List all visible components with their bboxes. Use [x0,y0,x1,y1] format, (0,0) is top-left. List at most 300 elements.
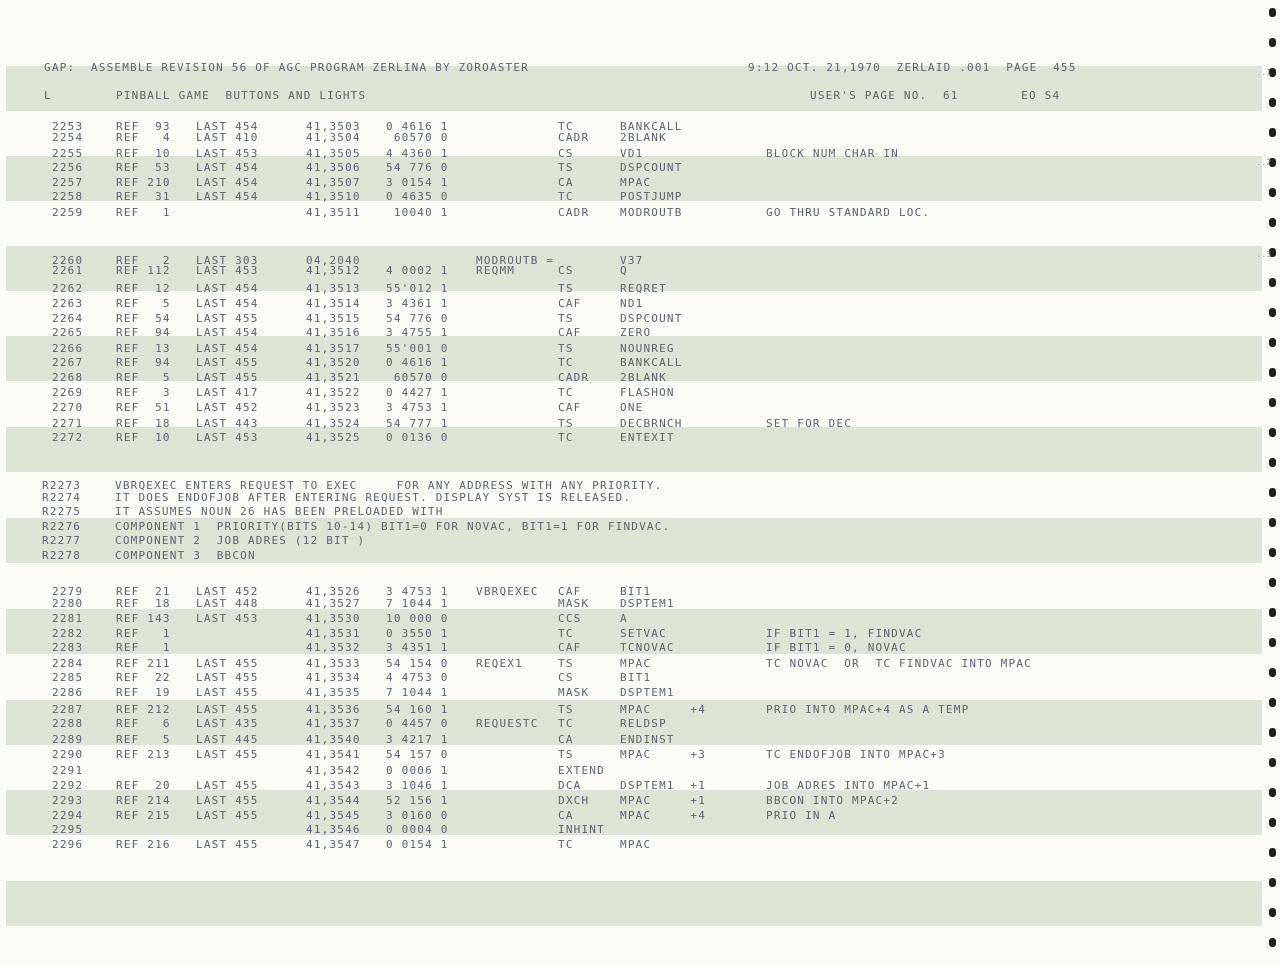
line-number: R2275 [42,505,82,518]
octal-code: 55'001 0 [386,342,449,355]
octal-code: 52 156 1 [386,794,449,807]
operand: RELDSP [620,717,667,730]
ref-count: REF 54 [116,312,171,325]
last-ref: LAST 453 [196,147,259,160]
last-ref: LAST 455 [196,657,259,670]
remark-text: IT ASSUMES NOUN 26 HAS BEEN PRELOADED WITH [115,505,444,518]
opcode: TC [558,627,574,640]
feed-hole [1269,8,1276,17]
opcode: MASK [558,597,590,610]
opcode: CS [558,264,574,277]
octal-code: 3 1046 1 [386,779,449,792]
feed-hole [1269,728,1276,737]
operand: MPAC [620,657,652,670]
last-ref: LAST 452 [196,401,259,414]
last-ref: LAST 455 [196,671,259,684]
address: 41,3503 [306,120,361,133]
line-number: R2278 [42,549,82,562]
feed-hole [1269,938,1276,947]
octal-code: 54 776 0 [386,312,449,325]
line-number: R2277 [42,534,82,547]
line-number: 2256 [52,161,84,174]
operand: V37 [620,254,644,267]
comment: PRIO IN A [766,809,837,822]
operand: BIT1 [620,671,652,684]
last-ref: LAST 443 [196,417,259,430]
octal-code: 60570 0 [386,131,449,144]
ref-count: REF 2 [116,254,171,267]
address: 41,3534 [306,671,361,684]
line-number: 2285 [52,671,84,684]
feed-hole [1269,668,1276,677]
operand: FLASHON [620,386,675,399]
address: 41,3523 [306,401,361,414]
opcode: TS [558,657,574,670]
ref-count: REF 22 [116,671,171,684]
octal-code: 10040 1 [386,206,449,219]
line-number: 2265 [52,326,84,339]
address: 41,3522 [306,386,361,399]
feed-hole [1269,818,1276,827]
octal-code: 0 0004 0 [386,823,449,836]
operand: BIT1 [620,585,652,598]
ref-count: REF 5 [116,371,171,384]
comment: TC NOVAC OR TC FINDVAC INTO MPAC [766,657,1032,670]
octal-code: 7 1044 1 [386,597,449,610]
last-ref: LAST 454 [196,120,259,133]
opcode: TS [558,161,574,174]
operand: DSPTEM1 +1 [620,779,707,792]
line-number: 2295 [52,823,84,836]
octal-code: 3 0160 0 [386,809,449,822]
last-ref: LAST 454 [196,176,259,189]
comment: SET FOR DEC [766,417,853,430]
feed-hole [1269,398,1276,407]
opcode: CADR [558,206,590,219]
opcode: MASK [558,686,590,699]
opcode: CA [558,809,574,822]
address: 41,3536 [306,703,361,716]
opcode: CCS [558,612,582,625]
opcode: CS [558,147,574,160]
octal-code: 4 0002 1 [386,264,449,277]
comment: PRIO INTO MPAC+4 AS A TEMP [766,703,970,716]
ref-count: REF 12 [116,282,171,295]
opcode: EXTEND [558,764,605,777]
label: REQMM [476,264,516,277]
line-number: 2257 [52,176,84,189]
address: 41,3541 [306,748,361,761]
opcode: CA [558,176,574,189]
remark-text: COMPONENT 1 PRIORITY(BITS 10-14) BIT1=0 FOR NOVAC, BIT1=1 FOR FINDVAC. [115,520,671,533]
opcode: TC [558,431,574,444]
last-ref: LAST 455 [196,356,259,369]
octal-code: 3 4753 1 [386,401,449,414]
line-number: 2255 [52,147,84,160]
ref-count: REF 31 [116,190,171,203]
octal-code: 3 4753 1 [386,585,449,598]
last-ref: LAST 454 [196,190,259,203]
last-ref: LAST 455 [196,703,259,716]
last-ref: LAST 303 [196,254,259,267]
opcode: CAF [558,401,582,414]
ref-count: REF 93 [116,120,171,133]
octal-code: 0 4616 1 [386,120,449,133]
ref-count: REF 143 [116,612,171,625]
label: VBRQEXEC [476,585,539,598]
opcode: CAF [558,585,582,598]
feed-hole [1269,188,1276,197]
ref-count: REF 51 [116,401,171,414]
last-ref: LAST 453 [196,264,259,277]
address: 41,3520 [306,356,361,369]
octal-code: 3 4755 1 [386,326,449,339]
ref-count: REF 216 [116,838,171,851]
feed-hole [1269,638,1276,647]
ref-count: REF 18 [116,597,171,610]
last-ref: LAST 454 [196,297,259,310]
address: 41,3511 [306,206,361,219]
feed-hole [1269,848,1276,857]
user-page-number: USER'S PAGE NO. 61 EO S4 [810,89,1061,102]
address: 41,3546 [306,823,361,836]
last-ref: LAST 455 [196,371,259,384]
address: 41,3544 [306,794,361,807]
octal-code: 0 0154 1 [386,838,449,851]
ref-count: REF 20 [116,779,171,792]
opcode: TS [558,282,574,295]
address: 41,3547 [306,838,361,851]
last-ref: LAST 453 [196,612,259,625]
line-number: 2289 [52,733,84,746]
ref-count: REF 6 [116,717,171,730]
operand: BANKCALL [620,120,683,133]
address: 41,3535 [306,686,361,699]
octal-code: 55'012 1 [386,282,449,295]
line-number: 2282 [52,627,84,640]
feed-hole [1269,548,1276,557]
operand: ND1 [620,297,644,310]
ref-count: REF 10 [116,431,171,444]
octal-code: 0 0136 0 [386,431,449,444]
operand: MPAC [620,176,652,189]
last-ref: LAST 448 [196,597,259,610]
opcode: TC [558,356,574,369]
address: 41,3542 [306,764,361,777]
ref-count: REF 5 [116,297,171,310]
last-ref: LAST 455 [196,312,259,325]
comment: BBCON INTO MPAC+2 [766,794,899,807]
opcode: CADR [558,371,590,384]
operand: NOUNREG [620,342,675,355]
operand: DSPCOUNT [620,312,683,325]
octal-code: 3 4217 1 [386,733,449,746]
last-ref: LAST 454 [196,161,259,174]
line-number: 2272 [52,431,84,444]
line-number: 2280 [52,597,84,610]
line-number: 2263 [52,297,84,310]
last-ref: LAST 455 [196,779,259,792]
ref-count: REF 94 [116,326,171,339]
line-number: 2287 [52,703,84,716]
line-number: 2258 [52,190,84,203]
octal-code: 54 777 1 [386,417,449,430]
feed-hole [1269,608,1276,617]
feed-hole [1269,368,1276,377]
line-number: 2261 [52,264,84,277]
opcode: DXCH [558,794,590,807]
section-title: PINBALL GAME BUTTONS AND LIGHTS [116,89,367,102]
line-number: 2283 [52,641,84,654]
opcode: CADR [558,131,590,144]
opcode: DCA [558,779,582,792]
octal-code: 0 3550 1 [386,627,449,640]
feed-hole [1269,878,1276,887]
address: 41,3543 [306,779,361,792]
remark-text: COMPONENT 2 JOB ADRES (12 BIT ) [115,534,366,547]
operand: MPAC +4 [620,809,707,822]
octal-code: 7 1044 1 [386,686,449,699]
comment: IF BIT1 = 1, FINDVAC [766,627,923,640]
opcode: TS [558,312,574,325]
operand: SETVAC [620,627,667,640]
feed-hole [1269,698,1276,707]
opcode: TC [558,838,574,851]
line-number: 2254 [52,131,84,144]
assembly-title: GAP: ASSEMBLE REVISION 56 OF AGC PROGRAM ZERLINA BY ZOROASTER [44,61,529,74]
opcode: TC [558,717,574,730]
operand: DSPCOUNT [620,161,683,174]
last-ref: LAST 453 [196,431,259,444]
last-ref: LAST 454 [196,282,259,295]
feed-hole [1269,758,1276,767]
ref-count: REF 1 [116,641,171,654]
address: 41,3540 [306,733,361,746]
line-number: R2273 [42,479,82,492]
comment: BLOCK NUM CHAR IN [766,147,899,160]
opcode: TC [558,190,574,203]
operand: ZERO [620,326,652,339]
ref-count: REF 212 [116,703,171,716]
address: 41,3545 [306,809,361,822]
line-number: 2296 [52,838,84,851]
octal-code: 0 4457 0 [386,717,449,730]
address: 41,3516 [306,326,361,339]
address: 41,3525 [306,431,361,444]
operand: DSPTEM1 [620,597,675,610]
operand: MPAC +3 [620,748,707,761]
operand: POSTJUMP [620,190,683,203]
margin-mark: ..2 [1256,158,1271,167]
line-number: 2292 [52,779,84,792]
margin-mark: ..3 [1256,250,1271,259]
operand: MODROUTB [620,206,683,219]
feed-hole [1269,458,1276,467]
last-ref: LAST 454 [196,326,259,339]
address: 41,3537 [306,717,361,730]
ref-count: REF 18 [116,417,171,430]
address: 41,3507 [306,176,361,189]
line-number: 2291 [52,764,84,777]
ref-count: REF 1 [116,206,171,219]
ref-count: REF 112 [116,264,171,277]
opcode: TC [558,120,574,133]
last-ref: LAST 417 [196,386,259,399]
line-number: 2269 [52,386,84,399]
address: 41,3521 [306,371,361,384]
line-number: 2281 [52,612,84,625]
last-ref: LAST 452 [196,585,259,598]
print-timestamp: 9:12 OCT. 21,1970 ZERLAID .001 PAGE 455 [748,61,1077,74]
operand: ONE [620,401,644,414]
feed-hole [1269,218,1276,227]
line-number: 2259 [52,206,84,219]
operand: DECBRNCH [620,417,683,430]
line-number: 2288 [52,717,84,730]
last-ref: LAST 455 [196,794,259,807]
label: REQUESTC [476,717,539,730]
operand: ENTEXIT [620,431,675,444]
line-number: 2290 [52,748,84,761]
feed-hole [1269,788,1276,797]
line-number: 2270 [52,401,84,414]
address: 04,2040 [306,254,361,267]
feed-hole [1269,38,1276,47]
remark-text: IT DOES ENDOFJOB AFTER ENTERING REQUEST. DISPLAY SYST IS RELEASED. [115,491,632,504]
address: 41,3531 [306,627,361,640]
opcode: TC [558,386,574,399]
ref-count: REF 213 [116,748,171,761]
line-number: 2294 [52,809,84,822]
opcode: TS [558,417,574,430]
line-number: 2279 [52,585,84,598]
ref-count: REF 3 [116,386,171,399]
last-ref: LAST 455 [196,838,259,851]
line-number: 2271 [52,417,84,430]
ref-count: REF 19 [116,686,171,699]
ref-count: REF 214 [116,794,171,807]
octal-code: 3 4351 1 [386,641,449,654]
line-number: 2262 [52,282,84,295]
label: REQEX1 [476,657,523,670]
last-ref: LAST 455 [196,809,259,822]
last-ref: LAST 435 [196,717,259,730]
ref-count: REF 94 [116,356,171,369]
address: 41,3506 [306,161,361,174]
ref-count: REF 5 [116,733,171,746]
feed-hole [1269,128,1276,137]
ref-count: REF 215 [116,809,171,822]
operand: VD1 [620,147,644,160]
comment: TC ENDOFJOB INTO MPAC+3 [766,748,946,761]
opcode: TS [558,342,574,355]
opcode: INHINT [558,823,605,836]
ref-count: REF 1 [116,627,171,640]
line-number: 2286 [52,686,84,699]
line-number: 2264 [52,312,84,325]
octal-code: 0 0006 1 [386,764,449,777]
ref-count: REF 21 [116,585,171,598]
remark-text: COMPONENT 3 BBCON [115,549,256,562]
octal-code: 0 4616 1 [386,356,449,369]
octal-code: 0 4635 0 [386,190,449,203]
address: 41,3533 [306,657,361,670]
address: 41,3510 [306,190,361,203]
line-marker: L [44,89,52,102]
operand: 2BLANK [620,131,667,144]
opcode: CAF [558,641,582,654]
address: 41,3514 [306,297,361,310]
address: 41,3515 [306,312,361,325]
line-number: 2293 [52,794,84,807]
feed-hole [1269,98,1276,107]
address: 41,3504 [306,131,361,144]
line-number: R2276 [42,520,82,533]
octal-code: 10 000 0 [386,612,449,625]
feed-hole [1269,308,1276,317]
operand: MPAC [620,838,652,851]
opcode: CS [558,671,574,684]
operand: MPAC +1 [620,794,707,807]
ref-count: REF 4 [116,131,171,144]
operand: TCNOVAC [620,641,675,654]
address: 41,3532 [306,641,361,654]
ref-count: REF 210 [116,176,171,189]
greenbar-stripe [6,881,1262,926]
octal-code: 4 4753 0 [386,671,449,684]
line-number: 2284 [52,657,84,670]
label: MODROUTB = [476,254,555,267]
feed-hole [1269,578,1276,587]
line-number: 2268 [52,371,84,384]
feed-hole [1269,488,1276,497]
address: 41,3505 [306,147,361,160]
comment: GO THRU STANDARD LOC. [766,206,931,219]
ref-count: REF 53 [116,161,171,174]
comment: JOB ADRES INTO MPAC+1 [766,779,931,792]
last-ref: LAST 455 [196,748,259,761]
address: 41,3513 [306,282,361,295]
operand: REQRET [620,282,667,295]
octal-code: 3 4361 1 [386,297,449,310]
line-number: 2253 [52,120,84,133]
address: 41,3526 [306,585,361,598]
opcode: TS [558,748,574,761]
opcode: CA [558,733,574,746]
line-number: 2266 [52,342,84,355]
address: 41,3512 [306,264,361,277]
octal-code: 54 776 0 [386,161,449,174]
address: 41,3530 [306,612,361,625]
octal-code: 3 0154 1 [386,176,449,189]
line-number: R2274 [42,491,82,504]
octal-code: 60570 0 [386,371,449,384]
operand: A [620,612,628,625]
last-ref: LAST 445 [196,733,259,746]
operand: BANKCALL [620,356,683,369]
octal-code: 54 157 0 [386,748,449,761]
opcode: CAF [558,297,582,310]
operand: DSPTEM1 [620,686,675,699]
operand: 2BLANK [620,371,667,384]
ref-count: REF 13 [116,342,171,355]
line-number: 2267 [52,356,84,369]
remark-text: VBRQEXEC ENTERS REQUEST TO EXEC FOR ANY ADDRESS WITH ANY PRIORITY. [115,479,663,492]
last-ref: LAST 410 [196,131,259,144]
feed-hole [1269,338,1276,347]
octal-code: 4 4360 1 [386,147,449,160]
address: 41,3517 [306,342,361,355]
